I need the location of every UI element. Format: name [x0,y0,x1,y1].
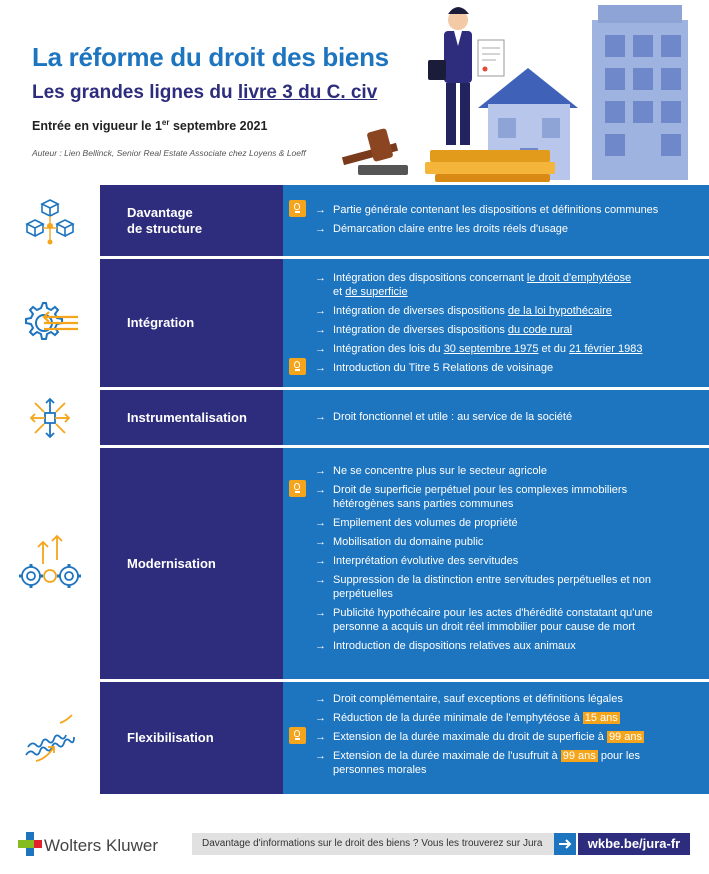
list-item [315,323,685,337]
gears-upgrade-icon [11,532,89,596]
link-code-rural[interactable]: du code rural [507,324,573,336]
row-structure [0,185,709,256]
row-label [100,185,283,256]
row-label [100,448,283,679]
author-line: Auteur : Lien Bellinck, Senior Real Estate Associate chez Loyens & Loeff [32,148,306,158]
effective-date [32,118,267,133]
list-item [315,730,685,744]
arrow-right-icon: → [315,712,326,724]
list-item [315,483,685,511]
list-item [315,639,685,653]
lightbulb-icon [289,480,306,497]
jura-link[interactable]: wkbe.be/jura-fr [578,833,690,855]
row-label-text: Instrumentalisation [127,409,247,425]
lightbulb-icon [289,727,306,744]
row-instrumentalisation [0,390,709,445]
row-icon-cell [0,682,100,794]
list-item [315,304,685,318]
list-item-text: Partie générale contenant les dispositions et définitions communes [333,204,659,216]
row-label-text: Modernisation [127,555,216,571]
list-item [315,692,685,706]
gear-arrow-icon [18,298,82,348]
list-item-text: Mobilisation du domaine public [333,536,484,548]
list-item [315,516,685,530]
date-sup: er [161,118,170,127]
link-emphyteose[interactable]: le droit d'emphytéose [526,272,632,284]
logo-text: Wolters Kluwer [44,836,158,855]
list-item [315,222,685,236]
list-item [315,606,685,634]
row-label [100,390,283,445]
row-flexibilisation [0,682,709,794]
link-loi-1975[interactable]: 30 septembre 1975 [443,343,539,355]
highlight-duration: 99 ans [608,731,642,743]
row-icon-cell [0,185,100,256]
lightbulb-icon [289,200,306,217]
link-loi-hypothecaire[interactable]: de la loi hypothécaire [507,305,612,317]
spring-icon [22,713,78,763]
row-content [283,259,709,387]
list-item-text: Droit fonctionnel et utile : au service de la société [333,411,573,423]
arrow-right-icon[interactable] [554,833,576,855]
page-title: La réforme du droit des biens [32,42,389,72]
arrow-right-icon: → [315,305,326,317]
list-item [315,203,685,217]
arrow-right-icon: → [315,465,326,477]
list-item [315,410,685,424]
link-superficie[interactable]: de superficie [345,286,408,298]
arrow-right-icon: → [315,517,326,529]
cubes-network-icon [25,196,75,246]
row-integration [0,259,709,387]
list-item [315,711,685,725]
wolters-kluwer-logo-icon [18,832,42,856]
list-item [315,535,685,549]
date-prefix: Entrée en vigueur le 1 [32,119,162,134]
arrow-right-icon: → [315,484,326,496]
info-banner: Davantage d'informations sur le droit des biens ? Vous les trouverez sur Jura [192,833,554,855]
list-item-text: Intégration de diverses dispositions [333,324,508,336]
arrow-right-icon: → [315,343,326,355]
list-item-text: Extension de la durée maximale de l'usufruit à [333,750,561,762]
footer [0,822,709,874]
list-item-text: Empilement des volumes de propriété [333,517,518,529]
arrow-right-icon: → [315,693,326,705]
row-content [283,185,709,256]
list-item [315,464,685,478]
subtitle-prefix: Les grandes lignes du [32,82,238,103]
list-item-text: Intégration des lois du [333,343,444,355]
list-item-text: Introduction de dispositions relatives aux animaux [333,640,576,652]
row-content [283,448,709,679]
row-icon-cell [0,259,100,387]
list-item [315,573,685,601]
row-label [100,259,283,387]
arrow-right-icon: → [315,607,326,619]
arrow-right-icon: → [315,640,326,652]
arrow-right-icon: → [315,223,326,235]
arrow-right-icon: → [315,555,326,567]
list-item-text: Intégration des dispositions concernant [333,272,527,284]
header-illustration [330,0,709,185]
link-loi-1983[interactable]: 21 février 1983 [569,343,643,355]
list-item-text: Introduction du Titre 5 Relations de voisinage [333,362,554,374]
highlight-duration: 99 ans [562,750,596,762]
arrow-right-icon: → [315,411,326,423]
list-item-text: Extension de la durée maximale du droit de superficie à [333,731,607,743]
list-item-text: Suppression de la distinction entre servitudes perpétuelles et non perpétuelles [333,574,651,600]
list-item-text: Démarcation claire entre les droits réels d'usage [333,223,569,235]
arrow-right-icon: → [315,731,326,743]
list-item-text: et [333,286,346,298]
list-item-text: Droit complémentaire, sauf exceptions et définitions légales [333,693,623,705]
arrow-right-icon: → [315,324,326,336]
page-subtitle [32,82,377,104]
list-item-text: Intégration de diverses dispositions [333,305,508,317]
list-item [315,361,685,375]
list-item [315,342,685,356]
row-label-text: Intégration [127,315,195,330]
row-label [100,682,283,794]
highlight-duration: 15 ans [584,712,618,724]
arrow-right-icon: → [315,574,326,586]
row-icon-cell [0,390,100,445]
row-content [283,682,709,794]
list-item-text: Réduction de la durée minimale de l'emphytéose à [333,712,583,724]
list-item [315,749,685,777]
arrows-outward-icon [27,395,73,441]
date-suffix: septembre 2021 [169,119,268,134]
list-item-text: pour les personnes morales [333,750,640,776]
list-item-text: et du [538,343,570,355]
arrow-right-icon: → [315,204,326,216]
arrow-right-icon: → [315,536,326,548]
subtitle-link[interactable]: livre 3 du C. civ [237,82,378,103]
list-item-text: Interprétation évolutive des servitudes [333,555,519,567]
row-label-text: Flexibilisation [127,730,214,745]
list-item-text: Ne se concentre plus sur le secteur agricole [333,465,547,477]
arrow-right-icon: → [315,750,326,762]
list-item [315,554,685,568]
list-item-text: Droit de superficie perpétuel pour les complexes immobiliers hétérogènes sans parties communes [333,484,628,510]
row-label-text: Davantage de structure [127,204,203,236]
row-modernisation [0,448,709,679]
arrow-right-icon: → [315,362,326,374]
list-item [315,271,685,299]
arrow-right-icon: → [315,272,326,284]
row-icon-cell [0,448,100,679]
header [0,0,709,185]
list-item-text: Publicité hypothécaire pour les actes d'hérédité constatant qu'une personne a acquis un droit réel immobilier pour cause de mort [333,607,653,633]
row-content [283,390,709,445]
lightbulb-icon [289,358,306,375]
